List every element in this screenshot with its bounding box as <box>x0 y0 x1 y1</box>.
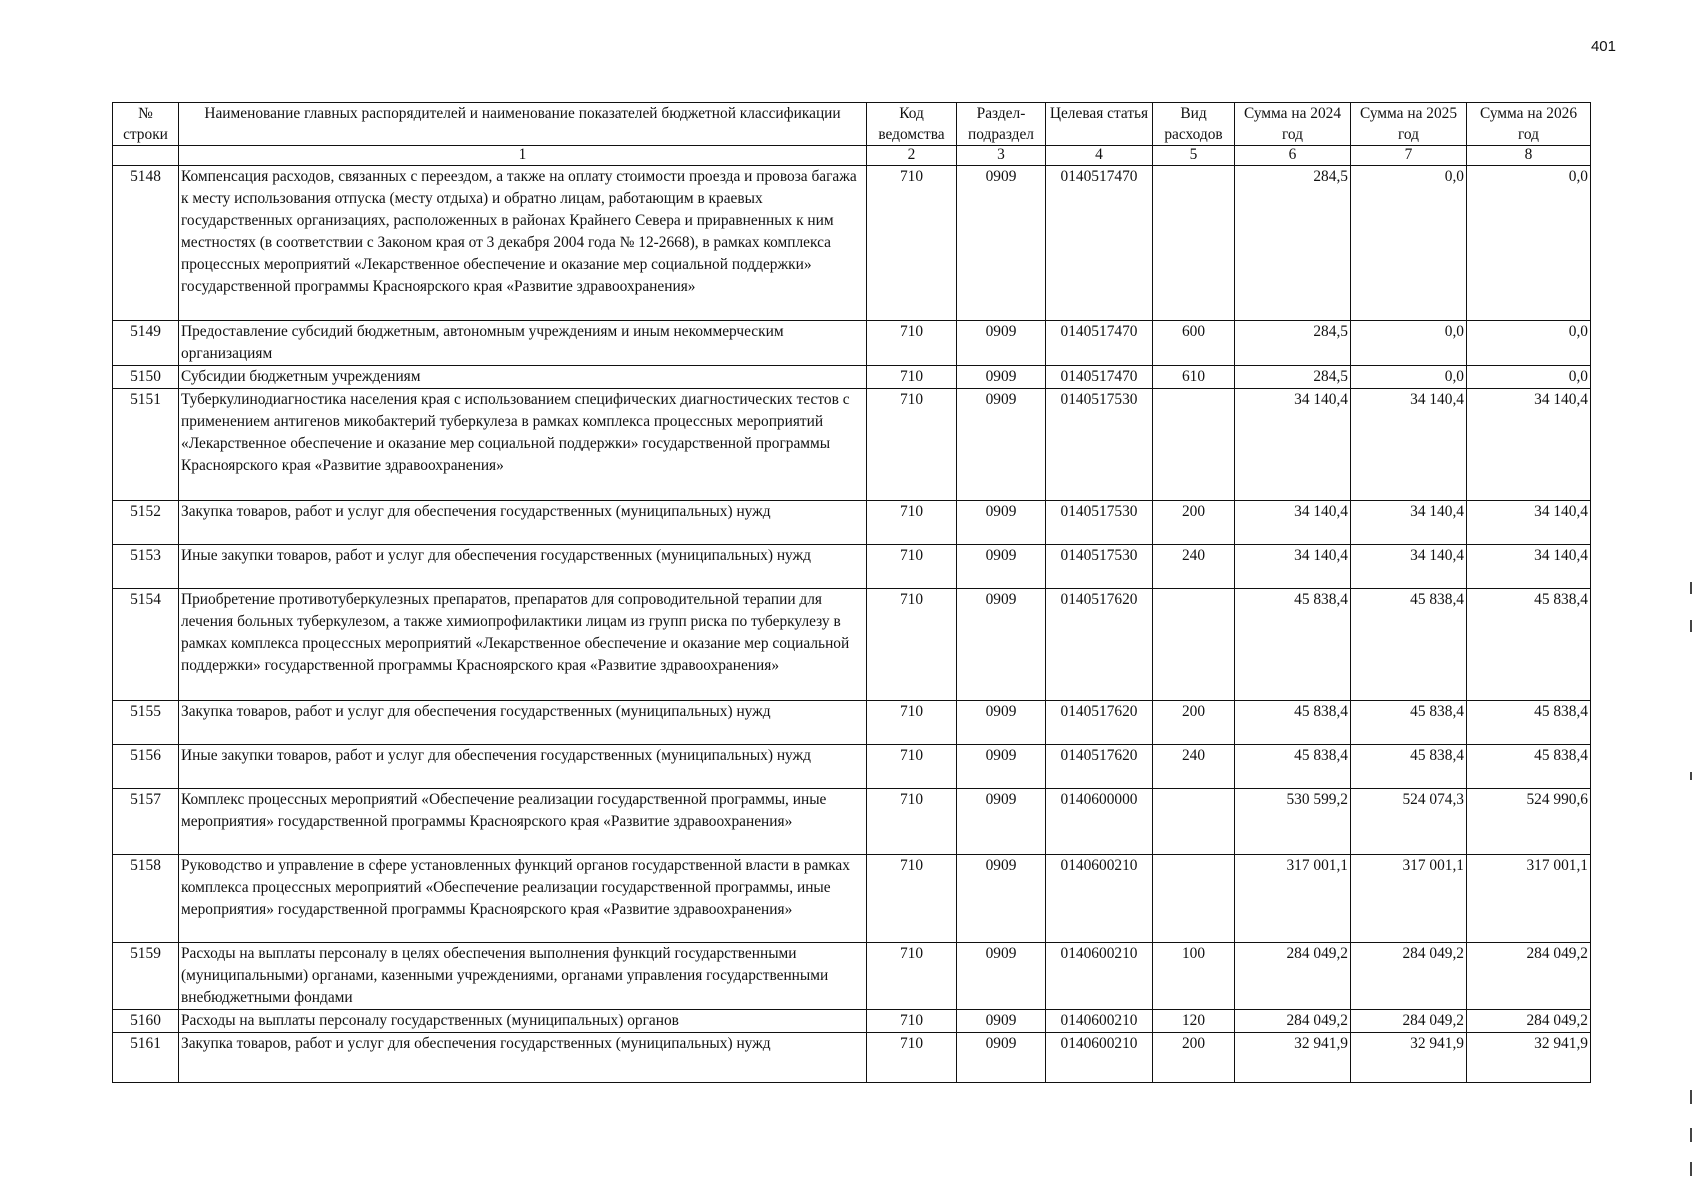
column-number: 8 <box>1467 146 1591 166</box>
section-code: 0909 <box>957 701 1046 745</box>
table-body <box>113 166 1591 1083</box>
row-name: Расходы на выплаты персоналу в целях обеспечения выполнения функций государственными (муниципальными) органами, казенными учреждениями, органами управления государственными внебюджетными фондами <box>179 943 867 1010</box>
page-number: 401 <box>1590 38 1616 55</box>
table-row <box>113 501 1591 545</box>
dept-code: 710 <box>867 789 957 855</box>
target-article: 0140517530 <box>1046 545 1153 589</box>
section-code: 0909 <box>957 589 1046 701</box>
column-number: 3 <box>957 146 1046 166</box>
sum-2025: 524 074,3 <box>1351 789 1467 855</box>
column-number: 5 <box>1153 146 1235 166</box>
column-number: 4 <box>1046 146 1153 166</box>
sum-2026: 284 049,2 <box>1467 1010 1591 1033</box>
sum-2024: 284,5 <box>1235 366 1351 389</box>
sum-2025: 45 838,4 <box>1351 589 1467 701</box>
target-article: 0140517530 <box>1046 389 1153 501</box>
header-sum-2025: Сумма на 2025 год <box>1351 103 1467 146</box>
section-code: 0909 <box>957 855 1046 943</box>
dept-code: 710 <box>867 943 957 1010</box>
expense-kind: 240 <box>1153 545 1235 589</box>
scan-edge-mark <box>1690 1128 1692 1142</box>
dept-code: 710 <box>867 855 957 943</box>
row-number: 5161 <box>113 1033 179 1083</box>
header-target-article: Целевая статья <box>1046 103 1153 146</box>
table-row <box>113 855 1591 943</box>
table-row <box>113 166 1591 321</box>
sum-2025: 32 941,9 <box>1351 1033 1467 1083</box>
dept-code: 710 <box>867 745 957 789</box>
header-row-number: № строки <box>113 103 179 146</box>
sum-2026: 284 049,2 <box>1467 943 1591 1010</box>
row-number: 5159 <box>113 943 179 1010</box>
section-code: 0909 <box>957 321 1046 366</box>
sum-2026: 0,0 <box>1467 366 1591 389</box>
section-code: 0909 <box>957 1010 1046 1033</box>
expense-kind: 240 <box>1153 745 1235 789</box>
sum-2024: 34 140,4 <box>1235 545 1351 589</box>
sum-2025: 317 001,1 <box>1351 855 1467 943</box>
table-row <box>113 389 1591 501</box>
dept-code: 710 <box>867 701 957 745</box>
table-row <box>113 589 1591 701</box>
table-row <box>113 545 1591 589</box>
row-name: Расходы на выплаты персоналу государственных (муниципальных) органов <box>179 1010 867 1033</box>
section-code: 0909 <box>957 166 1046 321</box>
expense-kind <box>1153 589 1235 701</box>
row-name: Компенсация расходов, связанных с переездом, а также на оплату стоимости проезда и провоза багажа к месту использования отпуска (месту отдыха) и обратно лицам, работающим в краевых государственных организациях, расположенных в районах Крайнего Севера и приравненных к ним местностях (в соответствии с Законом края от 3 декабря 2004 года № 12-2668), в рамках комплекса процессных мероприятий «Лекарственное обеспечение и оказание мер социальной поддержки» государственной программы Красноярского края «Развитие здравоохранения» <box>179 166 867 321</box>
sum-2025: 34 140,4 <box>1351 501 1467 545</box>
scan-edge-mark <box>1690 772 1692 780</box>
row-name: Иные закупки товаров, работ и услуг для обеспечения государственных (муниципальных) нужд <box>179 545 867 589</box>
expense-kind <box>1153 389 1235 501</box>
dept-code: 710 <box>867 366 957 389</box>
row-number: 5156 <box>113 745 179 789</box>
scan-edge-mark <box>1690 620 1692 632</box>
section-code: 0909 <box>957 1033 1046 1083</box>
row-name: Закупка товаров, работ и услуг для обеспечения государственных (муниципальных) нужд <box>179 1033 867 1083</box>
header-sum-2024: Сумма на 2024 год <box>1235 103 1351 146</box>
sum-2026: 0,0 <box>1467 321 1591 366</box>
section-code: 0909 <box>957 745 1046 789</box>
sum-2026: 34 140,4 <box>1467 389 1591 501</box>
sum-2024: 530 599,2 <box>1235 789 1351 855</box>
table-row <box>113 366 1591 389</box>
sum-2026: 32 941,9 <box>1467 1033 1591 1083</box>
section-code: 0909 <box>957 366 1046 389</box>
row-number: 5153 <box>113 545 179 589</box>
row-number: 5150 <box>113 366 179 389</box>
target-article: 0140517470 <box>1046 166 1153 321</box>
dept-code: 710 <box>867 389 957 501</box>
target-article: 0140517620 <box>1046 589 1153 701</box>
row-name: Туберкулинодиагностика населения края с использованием специфических диагностических тестов с применением антигенов микобактерий туберкулеза в рамках комплекса процессных мероприятий «Лекарственное обеспечение и оказание мер социальной поддержки» государственной программы Красноярского края «Развитие здравоохранения» <box>179 389 867 501</box>
row-name: Закупка товаров, работ и услуг для обеспечения государственных (муниципальных) нужд <box>179 701 867 745</box>
table-row <box>113 1010 1591 1033</box>
expense-kind: 600 <box>1153 321 1235 366</box>
table-row <box>113 321 1591 366</box>
target-article: 0140517620 <box>1046 701 1153 745</box>
header-section: Раздел-подраздел <box>957 103 1046 146</box>
column-number-blank <box>113 146 179 166</box>
sum-2026: 317 001,1 <box>1467 855 1591 943</box>
table-row <box>113 745 1591 789</box>
target-article: 0140517470 <box>1046 321 1153 366</box>
header-sum-2026: Сумма на 2026 год <box>1467 103 1591 146</box>
header-dept-code: Код ведомства <box>867 103 957 146</box>
sum-2025: 45 838,4 <box>1351 701 1467 745</box>
column-number-row <box>113 146 1591 166</box>
row-name: Субсидии бюджетным учреждениям <box>179 366 867 389</box>
header-expense-kind: Вид расходов <box>1153 103 1235 146</box>
row-name: Руководство и управление в сфере установленных функций органов государственной власти в рамках комплекса процессных мероприятий «Обеспечение реализации государственной программы, иные мероприятия» государственной программы Красноярского края «Развитие здравоохранения» <box>179 855 867 943</box>
sum-2024: 284 049,2 <box>1235 1010 1351 1033</box>
sum-2026: 524 990,6 <box>1467 789 1591 855</box>
table-row <box>113 1033 1591 1083</box>
row-name: Иные закупки товаров, работ и услуг для обеспечения государственных (муниципальных) нужд <box>179 745 867 789</box>
section-code: 0909 <box>957 943 1046 1010</box>
table-row <box>113 789 1591 855</box>
row-name: Предоставление субсидий бюджетным, автономным учреждениям и иным некоммерческим организациям <box>179 321 867 366</box>
row-number: 5152 <box>113 501 179 545</box>
sum-2024: 45 838,4 <box>1235 701 1351 745</box>
sum-2024: 45 838,4 <box>1235 745 1351 789</box>
sum-2025: 34 140,4 <box>1351 545 1467 589</box>
expense-kind: 120 <box>1153 1010 1235 1033</box>
sum-2026: 0,0 <box>1467 166 1591 321</box>
sum-2024: 45 838,4 <box>1235 589 1351 701</box>
row-name: Приобретение противотуберкулезных препаратов, препаратов для сопроводительной терапии для лечения больных туберкулезом, а также химиопрофилактики лицам из групп риска по туберкулезу в рамках комплекса процессных мероприятий «Лекарственное обеспечение и оказание мер социальной поддержки» государственной программы Красноярского края «Развитие здравоохранения» <box>179 589 867 701</box>
dept-code: 710 <box>867 545 957 589</box>
expense-kind: 200 <box>1153 501 1235 545</box>
column-number: 1 <box>179 146 867 166</box>
target-article: 0140600210 <box>1046 943 1153 1010</box>
row-name: Комплекс процессных мероприятий «Обеспечение реализации государственной программы, иные мероприятия» государственной программы Красноярского края «Развитие здравоохранения» <box>179 789 867 855</box>
section-code: 0909 <box>957 789 1046 855</box>
row-number: 5155 <box>113 701 179 745</box>
target-article: 0140517530 <box>1046 501 1153 545</box>
scan-edge-mark <box>1690 582 1692 594</box>
dept-code: 710 <box>867 589 957 701</box>
dept-code: 710 <box>867 321 957 366</box>
expense-kind <box>1153 855 1235 943</box>
section-code: 0909 <box>957 545 1046 589</box>
dept-code: 710 <box>867 166 957 321</box>
table-row <box>113 943 1591 1010</box>
section-code: 0909 <box>957 389 1046 501</box>
sum-2025: 0,0 <box>1351 166 1467 321</box>
column-number: 7 <box>1351 146 1467 166</box>
header-row <box>113 103 1591 146</box>
target-article: 0140600210 <box>1046 1033 1153 1083</box>
row-number: 5151 <box>113 389 179 501</box>
sum-2024: 34 140,4 <box>1235 389 1351 501</box>
sum-2024: 284 049,2 <box>1235 943 1351 1010</box>
sum-2026: 45 838,4 <box>1467 701 1591 745</box>
target-article: 0140600210 <box>1046 855 1153 943</box>
scan-edge-mark <box>1690 1162 1692 1176</box>
table-row <box>113 701 1591 745</box>
row-number: 5154 <box>113 589 179 701</box>
section-code: 0909 <box>957 501 1046 545</box>
target-article: 0140517620 <box>1046 745 1153 789</box>
target-article: 0140600000 <box>1046 789 1153 855</box>
sum-2025: 284 049,2 <box>1351 1010 1467 1033</box>
sum-2025: 0,0 <box>1351 366 1467 389</box>
budget-table <box>112 102 1591 1083</box>
row-number: 5149 <box>113 321 179 366</box>
expense-kind <box>1153 166 1235 321</box>
expense-kind: 100 <box>1153 943 1235 1010</box>
header-name: Наименование главных распорядителей и наименование показателей бюджетной классификации <box>179 103 867 146</box>
dept-code: 710 <box>867 501 957 545</box>
sum-2025: 284 049,2 <box>1351 943 1467 1010</box>
dept-code: 710 <box>867 1010 957 1033</box>
sum-2026: 45 838,4 <box>1467 589 1591 701</box>
expense-kind <box>1153 789 1235 855</box>
expense-kind: 610 <box>1153 366 1235 389</box>
row-number: 5160 <box>113 1010 179 1033</box>
sum-2026: 34 140,4 <box>1467 501 1591 545</box>
target-article: 0140517470 <box>1046 366 1153 389</box>
sum-2024: 32 941,9 <box>1235 1033 1351 1083</box>
expense-kind: 200 <box>1153 701 1235 745</box>
sum-2025: 45 838,4 <box>1351 745 1467 789</box>
sum-2026: 45 838,4 <box>1467 745 1591 789</box>
row-number: 5158 <box>113 855 179 943</box>
row-number: 5148 <box>113 166 179 321</box>
sum-2024: 34 140,4 <box>1235 501 1351 545</box>
sum-2024: 317 001,1 <box>1235 855 1351 943</box>
column-number: 6 <box>1235 146 1351 166</box>
dept-code: 710 <box>867 1033 957 1083</box>
sum-2026: 34 140,4 <box>1467 545 1591 589</box>
sum-2024: 284,5 <box>1235 166 1351 321</box>
column-number: 2 <box>867 146 957 166</box>
row-name: Закупка товаров, работ и услуг для обеспечения государственных (муниципальных) нужд <box>179 501 867 545</box>
expense-kind: 200 <box>1153 1033 1235 1083</box>
row-number: 5157 <box>113 789 179 855</box>
sum-2025: 34 140,4 <box>1351 389 1467 501</box>
sum-2025: 0,0 <box>1351 321 1467 366</box>
sum-2024: 284,5 <box>1235 321 1351 366</box>
target-article: 0140600210 <box>1046 1010 1153 1033</box>
scan-edge-mark <box>1690 1090 1692 1104</box>
